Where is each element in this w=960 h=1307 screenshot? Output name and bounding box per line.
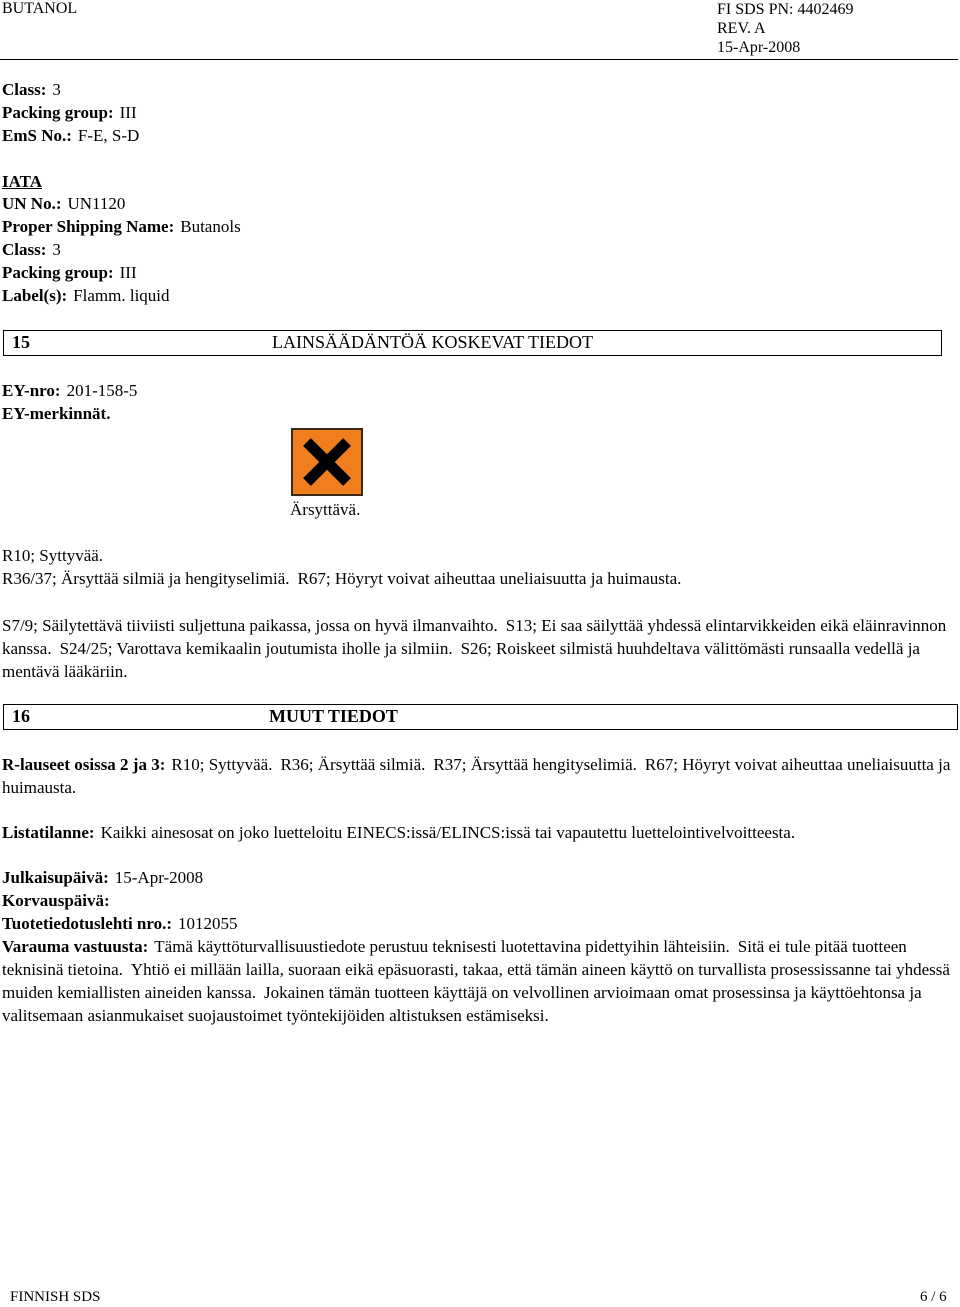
disclaimer-4: Jokainen tämän tuotteen käyttäjä on velvollinen arvioimaan omat prosessinsa ja käyttöehtonsa ja valitsemaan asianmukaiset suojaustoimet työntekijöiden altistuksen estämiseksi. [2,983,922,1025]
disclaimer [2,935,954,1027]
iata-un-label: UN No.: [2,194,62,213]
r10-line: R10; Syttyvää. [2,546,104,565]
iata-labels-label: Label(s): [2,286,68,305]
iata-packing-group [2,262,137,284]
imdg-class-value: 3 [52,80,61,99]
section-16-header [3,704,958,730]
r10: R10; Syttyvää. [171,755,273,774]
header-date: 15-Apr-2008 [717,39,801,56]
s13: S13; Ei saa säilyttää yhdessä elintarvikkeiden eikä eläinravinnon kanssa. [2,616,947,658]
iata-psn-value: Butanols [180,217,241,236]
irritant-x-icon [291,428,363,496]
s24-25: S24/25; Varottava kemikaalin joutumista iholle ja silmiin. [59,639,453,658]
section-15-title: LAINSÄÄDÄNTÖÄ KOSKEVAT TIEDOT [272,332,593,352]
iata-heading: IATA [2,172,42,191]
r-phrases [2,753,954,799]
disclaimer-2: Sitä ei tule pitää tuotteen teknisinä tietoina. [2,937,907,979]
r67: R67; Höyryt voivat aiheuttaa uneliaisuutta ja huimausta. [297,569,682,588]
sheet-number-label: Tuotetiedotuslehti nro.: [2,914,173,933]
revision: REV. A [717,20,766,37]
ey-nro [2,380,137,402]
section-15-number: 15 [12,332,30,352]
iata-packing-value: III [119,263,137,282]
header-divider [0,59,958,60]
iata-un-value: UN1120 [67,194,126,213]
product-name: BUTANOL [2,0,78,17]
iata-class-value: 3 [52,240,61,259]
footer-doc-label: FINNISH SDS [10,1289,101,1305]
disclaimer-1: Tämä käyttöturvallisuustiedote perustuu teknisesti luotettavina pidettyihin lähteisiin. [154,937,730,956]
imdg-ems-label: EmS No.: [2,126,72,145]
issue-date [2,867,203,889]
footer-page-number: 6 / 6 [920,1289,947,1305]
header-meta [717,0,853,57]
inventory-label: Listatilanne: [2,823,95,842]
r36: R36; Ärsyttää silmiä. [280,755,426,774]
ey-nro-label: EY-nro: [2,381,61,400]
sheet-number-value: 1012055 [178,914,238,933]
imdg-packing-value: III [119,103,137,122]
section-16-title: MUUT TIEDOT [269,706,398,726]
iata-labels-value: Flamm. liquid [73,286,170,305]
issue-date-value: 15-Apr-2008 [114,868,204,887]
issue-date-label: Julkaisupäivä: [2,868,109,887]
imdg-ems [2,125,139,147]
imdg-packing-label: Packing group: [2,103,114,122]
iata-un [2,193,125,215]
iata-class-label: Class: [2,240,47,259]
sheet-number [2,913,238,935]
imdg-ems-value: F-E, S-D [77,126,140,145]
iata-labels [2,285,170,307]
iata-psn-label: Proper Shipping Name: [2,217,175,236]
s7-9: S7/9; Säilytettävä tiiviisti suljettuna paikassa, jossa on hyvä ilmanvaihto. [2,616,498,635]
iata-class [2,239,61,261]
sds-pn: FI SDS PN: 4402469 [717,1,854,18]
r36-37: R36/37; Ärsyttää silmiä ja hengityselimiä. [2,569,290,588]
disclaimer-3: Yhtiö ei millään lailla, suoraan eikä epäsuorasti, takaa, että tämän aineen käyttö on turvallista prosessissanne tai yhdessä muiden kemiallisten aineiden kanssa. [2,960,950,1002]
imdg-class-label: Class: [2,80,47,99]
iata-packing-label: Packing group: [2,263,114,282]
inventory-status [2,821,954,844]
r37: R37; Ärsyttää hengityselimiä. [433,755,637,774]
ey-nro-value: 201-158-5 [66,381,138,400]
section-15-header [3,330,942,356]
section-16-number: 16 [12,706,30,726]
inventory-value: Kaikki ainesosat on joko luetteloitu EINECS:issä/ELINCS:issä tai vapautettu luettelointivelvoitteesta. [100,823,796,842]
iata-psn [2,216,241,238]
ey-merkinnat: EY-merkinnät. [2,404,111,423]
r67-16: R67; Höyryt voivat aiheuttaa uneliaisuutta ja huimausta. [2,755,951,797]
replaces-date-label: Korvauspäivä: [2,891,110,910]
imdg-packing-group [2,102,137,124]
r-phrases-label: R-lauseet osissa 2 ja 3: [2,755,166,774]
imdg-class [2,79,61,101]
r36-37-r67-line [2,568,681,590]
hazard-caption: Ärsyttävä. [290,500,361,519]
safety-phrases [2,614,954,683]
s26: S26; Roiskeet silmistä huuhdeltava välittömästi runsaalla vedellä ja mentävä lääkäriin. [2,639,920,681]
disclaimer-label: Varauma vastuusta: [2,937,149,956]
